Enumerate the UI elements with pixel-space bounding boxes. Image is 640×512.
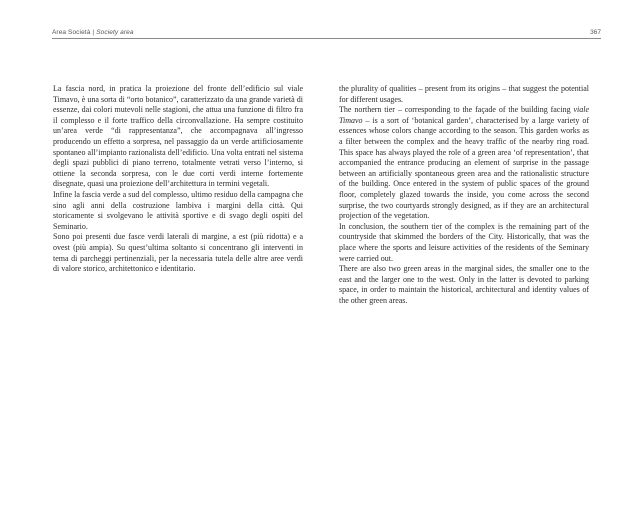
english-paragraph-north-tier (339, 105, 589, 222)
section-label-italian: Area Società (52, 29, 91, 36)
italian-paragraph-side-tiers: Sono poi presenti due fasce verdi laterali di margine, a est (più ridotta) e a ovest (più ampia). Su quest’ultima soltanto si concentrano gli interventi in tema di parcheggi pertinenziali, per la necessaria tutela delle altre aree verdi di valore storico, architettonico e identitario. (53, 232, 303, 274)
section-separator: | (92, 29, 95, 36)
italian-paragraph-south-tier: Infine la fascia verde a sud del complesso, ultimo residuo della campagna che sino agli anni della costruzione lambiva i margini della città. Qui storicamente si svolgevano le attività sportive e di svago degli ospiti del Seminario. (53, 189, 303, 231)
english-paragraph-south-tier: In conclusion, the southern tier of the complex is the remaining part of the countryside that skimmed the borders of the City. Historically, that was the place where the sports and leisure activities of the residents of the Seminary were carried out. (339, 221, 589, 263)
english-north-tier-lead: The northern tier – corresponding to the façade of the building facing (339, 105, 574, 115)
english-paragraph-side-tiers: There are also two green areas in the marginal sides, the smaller one to the east and the larger one to the west. Only in the latter is devoted to parking space, in order to maintain the historical, architectural and identity values of the other green areas. (339, 264, 589, 305)
street-name-italic: viale Timavo (339, 105, 589, 125)
italian-text-column (53, 84, 303, 275)
english-paragraph-intro: the plurality of qualities – present from its origins – that suggest the potential for different usages. (339, 84, 589, 104)
section-label (52, 29, 134, 36)
english-text-column (339, 84, 589, 306)
section-label-english: Society area (96, 29, 134, 36)
english-north-tier-body: – is a sort of ‘botanical garden’, characterised by a large variety of essences whose colors change according to the season. This garden works as a filter between the complex and the heavy traffic of the nearby ring road. This space has always played the role of a green area ‘of representation’, that accompanied the entrance producing an element of surprise in the passage between an artificially spontaneous green area and the rationalistic structure of the building. Once entered in the system of public spaces of the ground floor, completely glazed towards the inside, you come across the second surprise, the two courtyards strongly designed, as if they are an architectural projection of the vegetation. (339, 115, 589, 221)
page-header (52, 28, 601, 39)
page-number: 367 (590, 29, 601, 36)
italian-paragraph-north-tier: La fascia nord, in pratica la proiezione del fronte dell’edificio sul viale Timavo, è una sorta di “orto botanico”, caratterizzato da una grande varietà di essenze, dai colori mutevoli nelle stagioni, che attua una funzione di filtro fra il complesso e il forte traffico della circonvallazione. Ha sempre costituito un’area verde “di rappresentanza”, che accompagnava all’ingresso producendo un effetto a sorpresa, nel passaggio da un verde artificiosamente spontaneo all’impianto razionalista dell’edificio. Una volta entrati nel sistema degli spazi pubblici di piano terreno, totalmente vetrati verso l’interno, si ottiene la seconda sorpresa, con le due corti verdi interne fortemente disegnate, quasi una proiezione dell’architettura in termini vegetali. (53, 84, 303, 189)
